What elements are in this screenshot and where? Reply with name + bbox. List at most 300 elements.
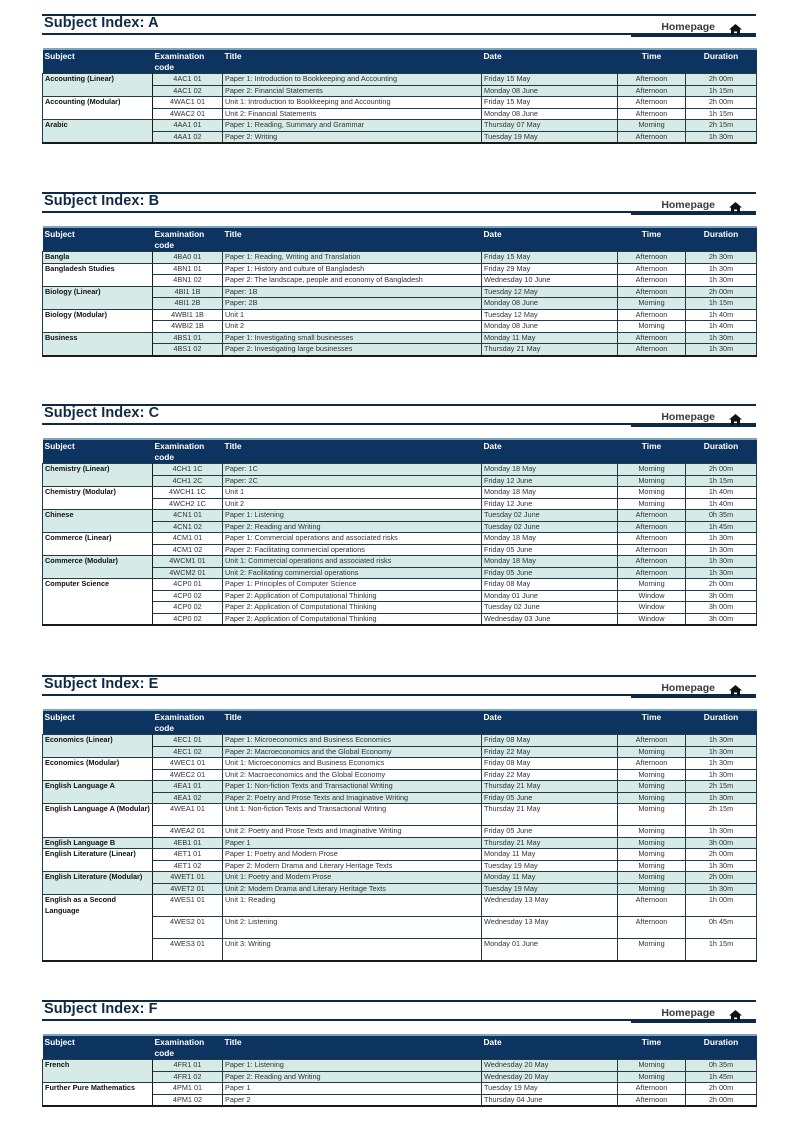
exam-time: Afternoon xyxy=(618,309,686,321)
paper-title: Paper: 2B xyxy=(223,298,482,310)
paper-title: Unit 2: Listening xyxy=(223,917,482,939)
subject-name: Arabic xyxy=(43,120,153,144)
exam-time: Morning xyxy=(618,464,686,476)
paper-title: Paper 2: Application of Computational Thinking xyxy=(223,590,482,602)
homepage-label[interactable]: Homepage xyxy=(661,411,715,423)
exam-code: 4CP0 02 xyxy=(153,590,223,602)
exam-time: Morning xyxy=(618,298,686,310)
exam-code: 4FR1 01 xyxy=(153,1060,223,1072)
exam-date: Monday 18 May xyxy=(482,556,618,568)
exam-time: Morning xyxy=(618,120,686,132)
exam-date: Tuesday 02 June xyxy=(482,510,618,522)
paper-title: Paper 1: Listening xyxy=(223,1060,482,1072)
table-row xyxy=(43,1083,757,1095)
exam-time: Morning xyxy=(618,883,686,895)
homepage-label[interactable]: Homepage xyxy=(661,682,715,694)
col-subject-header: Subject xyxy=(43,49,153,74)
table-row xyxy=(43,579,757,591)
exam-duration: 1h 30m xyxy=(686,344,757,356)
paper-title: Paper 2: Reading and Writing xyxy=(223,1071,482,1083)
exam-code: 4CN1 01 xyxy=(153,510,223,522)
exam-time: Afternoon xyxy=(618,917,686,939)
exam-time: Morning xyxy=(618,487,686,499)
exam-duration: 2h 15m xyxy=(686,120,757,132)
subject-name: English Literature (Linear) xyxy=(43,849,153,872)
exam-duration: 2h 00m xyxy=(686,849,757,861)
col-time-header: Time xyxy=(618,1035,686,1060)
col-exam-code-header: Examination code xyxy=(153,439,223,464)
exam-time: Afternoon xyxy=(618,85,686,97)
home-icon[interactable] xyxy=(729,22,742,33)
col-subject-header: Subject xyxy=(43,710,153,735)
col-exam-code-header: Examination code xyxy=(153,227,223,252)
paper-title: Unit 1 xyxy=(223,309,482,321)
paper-title: Paper 1 xyxy=(223,837,482,849)
exam-time: Morning xyxy=(618,498,686,510)
exam-code: 4CH1 2C xyxy=(153,475,223,487)
exam-code: 4WES2 01 xyxy=(153,917,223,939)
paper-title: Paper 1: Reading, Summary and Grammar xyxy=(223,120,482,132)
subject-name: Chemistry (Modular) xyxy=(43,487,153,510)
exam-duration: 0h 45m xyxy=(686,917,757,939)
section-header xyxy=(42,1000,756,1034)
subject-name: Accounting (Linear) xyxy=(43,74,153,97)
paper-title: Paper 1: Commercial operations and associated risks xyxy=(223,533,482,545)
homepage-underline xyxy=(631,35,756,37)
paper-title: Paper 2 xyxy=(223,1094,482,1106)
table-row xyxy=(43,872,757,884)
exam-time: Afternoon xyxy=(618,758,686,770)
subject-name: French xyxy=(43,1060,153,1083)
exam-date: Wednesday 20 May xyxy=(482,1060,618,1072)
section-header xyxy=(42,404,756,438)
exam-time: Window xyxy=(618,613,686,625)
exam-code: 4EC1 02 xyxy=(153,746,223,758)
exam-duration: 1h 15m xyxy=(686,475,757,487)
section-title: Subject Index: A xyxy=(44,15,159,31)
paper-title: Unit 2: Modern Drama and Literary Heritage Texts xyxy=(223,883,482,895)
exam-time: Afternoon xyxy=(618,97,686,109)
exam-code: 4AA1 01 xyxy=(153,120,223,132)
paper-title: Unit 1: Non-fiction Texts and Transactional Writing xyxy=(223,804,482,826)
subject-name: Computer Science xyxy=(43,579,153,626)
section-header xyxy=(42,675,756,709)
exam-duration: 2h 00m xyxy=(686,286,757,298)
homepage-link[interactable] xyxy=(661,411,742,423)
exam-time: Morning xyxy=(618,1071,686,1083)
homepage-underline xyxy=(631,696,756,698)
exam-time: Afternoon xyxy=(618,108,686,120)
exam-duration: 2h 15m xyxy=(686,781,757,793)
subject-name: Biology (Linear) xyxy=(43,286,153,309)
exam-duration: 1h 40m xyxy=(686,498,757,510)
exam-date: Monday 08 June xyxy=(482,108,618,120)
exam-date: Monday 11 May xyxy=(482,849,618,861)
subject-name: English Language A xyxy=(43,781,153,804)
exam-code: 4WEA1 01 xyxy=(153,804,223,826)
exam-date: Friday 15 May xyxy=(482,74,618,86)
exam-time: Afternoon xyxy=(618,344,686,356)
exam-duration: 1h 30m xyxy=(686,131,757,143)
col-time-header: Time xyxy=(618,49,686,74)
homepage-label[interactable]: Homepage xyxy=(661,199,715,211)
subject-name: Economics (Linear) xyxy=(43,735,153,758)
exam-date: Thursday 04 June xyxy=(482,1094,618,1106)
paper-title: Paper: 2C xyxy=(223,475,482,487)
table-row xyxy=(43,804,757,826)
paper-title: Paper 2: Financial Statements xyxy=(223,85,482,97)
exam-time: Morning xyxy=(618,746,686,758)
subject-name: Bangla xyxy=(43,252,153,264)
paper-title: Paper 2: Investigating large businesses xyxy=(223,344,482,356)
exam-duration: 1h 40m xyxy=(686,309,757,321)
exam-time: Afternoon xyxy=(618,252,686,264)
exam-timetable xyxy=(42,709,757,962)
exam-duration: 1h 45m xyxy=(686,1071,757,1083)
exam-time: Afternoon xyxy=(618,567,686,579)
exam-duration: 2h 00m xyxy=(686,74,757,86)
exam-code: 4ET1 02 xyxy=(153,860,223,872)
subject-name: Business xyxy=(43,332,153,356)
table-header-row xyxy=(43,227,757,252)
paper-title: Paper: 1C xyxy=(223,464,482,476)
exam-date: Friday 22 May xyxy=(482,769,618,781)
exam-duration: 1h 30m xyxy=(686,826,757,838)
section-title: Subject Index: B xyxy=(44,193,160,209)
exam-time: Afternoon xyxy=(618,332,686,344)
home-icon[interactable] xyxy=(729,200,742,211)
table-row xyxy=(43,533,757,545)
paper-title: Paper 2: Facilitating commercial operations xyxy=(223,544,482,556)
table-row xyxy=(43,464,757,476)
exam-date: Monday 08 June xyxy=(482,321,618,333)
exam-date: Friday 12 June xyxy=(482,498,618,510)
exam-time: Morning xyxy=(618,475,686,487)
table-row xyxy=(43,1060,757,1072)
col-exam-code-header: Examination code xyxy=(153,710,223,735)
paper-title: Paper 2: The landscape, people and economy of Bangladesh xyxy=(223,275,482,287)
exam-code: 4BI1 1B xyxy=(153,286,223,298)
section-title: Subject Index: F xyxy=(44,1001,158,1017)
table-row xyxy=(43,895,757,917)
exam-duration: 1h 30m xyxy=(686,758,757,770)
col-date-header: Date xyxy=(482,439,618,464)
paper-title: Unit 1: Reading xyxy=(223,895,482,917)
exam-duration: 1h 40m xyxy=(686,321,757,333)
exam-code: 4AA1 02 xyxy=(153,131,223,143)
exam-duration: 1h 30m xyxy=(686,735,757,747)
exam-date: Monday 01 June xyxy=(482,939,618,962)
exam-date: Thursday 07 May xyxy=(482,120,618,132)
exam-date: Friday 08 May xyxy=(482,758,618,770)
exam-duration: 1h 15m xyxy=(686,939,757,962)
exam-duration: 2h 00m xyxy=(686,1094,757,1106)
col-time-header: Time xyxy=(618,227,686,252)
exam-code: 4BN1 01 xyxy=(153,263,223,275)
exam-date: Friday 05 June xyxy=(482,544,618,556)
col-duration-header: Duration xyxy=(686,710,757,735)
exam-code: 4WAC1 01 xyxy=(153,97,223,109)
col-title-header: Title xyxy=(223,227,482,252)
paper-title: Paper 1: Principles of Computer Science xyxy=(223,579,482,591)
exam-code: 4CM1 01 xyxy=(153,533,223,545)
exam-time: Window xyxy=(618,590,686,602)
exam-code: 4AC1 01 xyxy=(153,74,223,86)
col-time-header: Time xyxy=(618,439,686,464)
exam-time: Morning xyxy=(618,837,686,849)
table-row xyxy=(43,758,757,770)
paper-title: Paper 2: Macroeconomics and the Global Economy xyxy=(223,746,482,758)
exam-code: 4WBI2 1B xyxy=(153,321,223,333)
exam-date: Tuesday 12 May xyxy=(482,309,618,321)
subject-name: English Language B xyxy=(43,837,153,849)
home-icon[interactable] xyxy=(729,412,742,423)
exam-date: Friday 05 June xyxy=(482,567,618,579)
exam-date: Monday 11 May xyxy=(482,332,618,344)
exam-date: Thursday 21 May xyxy=(482,837,618,849)
col-exam-code-header: Examination code xyxy=(153,1035,223,1060)
exam-duration: 1h 30m xyxy=(686,860,757,872)
exam-date: Monday 18 May xyxy=(482,533,618,545)
paper-title: Unit 2: Facilitating commercial operations xyxy=(223,567,482,579)
exam-duration: 1h 30m xyxy=(686,792,757,804)
exam-time: Morning xyxy=(618,860,686,872)
exam-date: Thursday 21 May xyxy=(482,804,618,826)
subject-name: Accounting (Modular) xyxy=(43,97,153,120)
paper-title: Paper 1: Reading, Writing and Translation xyxy=(223,252,482,264)
col-date-header: Date xyxy=(482,1035,618,1060)
table-row xyxy=(43,120,757,132)
exam-date: Tuesday 02 June xyxy=(482,521,618,533)
paper-title: Unit 1 xyxy=(223,487,482,499)
exam-date: Monday 18 May xyxy=(482,487,618,499)
exam-time: Morning xyxy=(618,939,686,962)
exam-date: Tuesday 19 May xyxy=(482,1083,618,1095)
table-row xyxy=(43,487,757,499)
homepage-underline xyxy=(631,1021,756,1023)
paper-title: Paper 1: Poetry and Modern Prose xyxy=(223,849,482,861)
table-row xyxy=(43,849,757,861)
paper-title: Paper 1: Listening xyxy=(223,510,482,522)
subject-index-section xyxy=(42,1000,756,1107)
exam-duration: 1h 30m xyxy=(686,769,757,781)
exam-duration: 2h 00m xyxy=(686,464,757,476)
paper-title: Unit 2 xyxy=(223,498,482,510)
subject-name: Commerce (Modular) xyxy=(43,556,153,579)
exam-code: 4CP0 01 xyxy=(153,579,223,591)
exam-date: Friday 22 May xyxy=(482,746,618,758)
paper-title: Paper 1: Microeconomics and Business Economics xyxy=(223,735,482,747)
exam-time: Morning xyxy=(618,792,686,804)
table-header-row xyxy=(43,439,757,464)
exam-timetable xyxy=(42,48,757,144)
exam-date: Friday 05 June xyxy=(482,826,618,838)
table-row xyxy=(43,556,757,568)
exam-time: Afternoon xyxy=(618,1083,686,1095)
exam-code: 4CM1 02 xyxy=(153,544,223,556)
table-row xyxy=(43,263,757,275)
exam-time: Afternoon xyxy=(618,286,686,298)
paper-title: Unit 2 xyxy=(223,321,482,333)
subject-name: English as a Second Language xyxy=(43,895,153,962)
exam-date: Wednesday 03 June xyxy=(482,613,618,625)
exam-date: Friday 05 June xyxy=(482,792,618,804)
exam-time: Morning xyxy=(618,804,686,826)
exam-duration: 1h 30m xyxy=(686,746,757,758)
homepage-underline xyxy=(631,213,756,215)
paper-title: Paper 2: Application of Computational Thinking xyxy=(223,613,482,625)
exam-code: 4BN1 02 xyxy=(153,275,223,287)
paper-title: Unit 1: Commercial operations and associated risks xyxy=(223,556,482,568)
paper-title: Paper 2: Modern Drama and Literary Heritage Texts xyxy=(223,860,482,872)
paper-title: Paper 1: Investigating small businesses xyxy=(223,332,482,344)
exam-code: 4CN1 02 xyxy=(153,521,223,533)
exam-duration: 1h 00m xyxy=(686,895,757,917)
exam-duration: 0h 35m xyxy=(686,1060,757,1072)
exam-code: 4WCH2 1C xyxy=(153,498,223,510)
exam-time: Morning xyxy=(618,872,686,884)
subject-name: Chinese xyxy=(43,510,153,533)
exam-time: Morning xyxy=(618,826,686,838)
exam-timetable xyxy=(42,226,757,357)
exam-duration: 2h 00m xyxy=(686,872,757,884)
home-icon[interactable] xyxy=(729,683,742,694)
homepage-link[interactable] xyxy=(661,1007,742,1019)
exam-code: 4EA1 02 xyxy=(153,792,223,804)
exam-duration: 1h 15m xyxy=(686,85,757,97)
paper-title: Paper 1 xyxy=(223,1083,482,1095)
exam-duration: 2h 00m xyxy=(686,97,757,109)
section-title: Subject Index: E xyxy=(44,676,159,692)
exam-duration: 1h 15m xyxy=(686,298,757,310)
exam-duration: 2h 00m xyxy=(686,1083,757,1095)
exam-code: 4AC1 02 xyxy=(153,85,223,97)
exam-duration: 2h 00m xyxy=(686,579,757,591)
exam-date: Thursday 21 May xyxy=(482,344,618,356)
exam-duration: 3h 00m xyxy=(686,590,757,602)
subject-name: Biology (Modular) xyxy=(43,309,153,332)
exam-code: 4WET1 01 xyxy=(153,872,223,884)
homepage-label[interactable]: Homepage xyxy=(661,21,715,33)
paper-title: Unit 2: Macroeconomics and the Global Economy xyxy=(223,769,482,781)
exam-time: Morning xyxy=(618,781,686,793)
exam-time: Afternoon xyxy=(618,533,686,545)
exam-code: 4ET1 01 xyxy=(153,849,223,861)
table-row xyxy=(43,735,757,747)
exam-time: Morning xyxy=(618,849,686,861)
exam-date: Tuesday 19 May xyxy=(482,860,618,872)
exam-duration: 1h 30m xyxy=(686,533,757,545)
home-icon[interactable] xyxy=(729,1008,742,1019)
exam-date: Tuesday 19 May xyxy=(482,883,618,895)
exam-code: 4WEC2 01 xyxy=(153,769,223,781)
homepage-label[interactable]: Homepage xyxy=(661,1007,715,1019)
exam-code: 4CP0 02 xyxy=(153,602,223,614)
exam-duration: 0h 35m xyxy=(686,510,757,522)
paper-title: Paper 1: Introduction to Bookkeeping and Accounting xyxy=(223,74,482,86)
exam-time: Afternoon xyxy=(618,131,686,143)
exam-date: Thursday 21 May xyxy=(482,781,618,793)
exam-time: Afternoon xyxy=(618,895,686,917)
paper-title: Unit 2: Poetry and Prose Texts and Imaginative Writing xyxy=(223,826,482,838)
subject-name: Further Pure Mathematics xyxy=(43,1083,153,1107)
col-duration-header: Duration xyxy=(686,439,757,464)
homepage-underline xyxy=(631,425,756,427)
paper-title: Paper 2: Reading and Writing xyxy=(223,521,482,533)
table-row xyxy=(43,837,757,849)
homepage-link[interactable] xyxy=(661,682,742,694)
col-time-header: Time xyxy=(618,710,686,735)
exam-duration: 1h 30m xyxy=(686,263,757,275)
exam-duration: 1h 30m xyxy=(686,883,757,895)
col-duration-header: Duration xyxy=(686,1035,757,1060)
exam-duration: 2h 15m xyxy=(686,804,757,826)
exam-duration: 1h 40m xyxy=(686,487,757,499)
table-header-row xyxy=(43,49,757,74)
exam-time: Afternoon xyxy=(618,275,686,287)
exam-time: Window xyxy=(618,602,686,614)
exam-time: Morning xyxy=(618,321,686,333)
exam-time: Morning xyxy=(618,769,686,781)
subject-index-section xyxy=(42,192,756,357)
exam-code: 4CH1 1C xyxy=(153,464,223,476)
exam-date: Tuesday 12 May xyxy=(482,286,618,298)
exam-code: 4PM1 01 xyxy=(153,1083,223,1095)
subject-index-section xyxy=(42,675,756,962)
exam-code: 4BA0 01 xyxy=(153,252,223,264)
exam-code: 4WCH1 1C xyxy=(153,487,223,499)
table-row xyxy=(43,252,757,264)
exam-code: 4WCM1 01 xyxy=(153,556,223,568)
table-row xyxy=(43,97,757,109)
exam-time: Afternoon xyxy=(618,74,686,86)
section-title: Subject Index: C xyxy=(44,405,160,421)
exam-date: Friday 08 May xyxy=(482,735,618,747)
paper-title: Paper 2: Writing xyxy=(223,131,482,143)
exam-duration: 1h 45m xyxy=(686,521,757,533)
col-date-header: Date xyxy=(482,710,618,735)
exam-duration: 1h 30m xyxy=(686,556,757,568)
paper-title: Unit 2: Financial Statements xyxy=(223,108,482,120)
exam-date: Friday 29 May xyxy=(482,263,618,275)
exam-code: 4EB1 01 xyxy=(153,837,223,849)
exam-duration: 2h 30m xyxy=(686,252,757,264)
exam-code: 4WET2 01 xyxy=(153,883,223,895)
exam-code: 4WCM2 01 xyxy=(153,567,223,579)
exam-duration: 1h 15m xyxy=(686,108,757,120)
exam-time: Afternoon xyxy=(618,263,686,275)
col-title-header: Title xyxy=(223,439,482,464)
col-subject-header: Subject xyxy=(43,227,153,252)
exam-code: 4WAC2 01 xyxy=(153,108,223,120)
subject-name: English Literature (Modular) xyxy=(43,872,153,895)
homepage-link[interactable] xyxy=(661,21,742,33)
paper-title: Unit 3: Writing xyxy=(223,939,482,962)
exam-code: 4BS1 01 xyxy=(153,332,223,344)
exam-code: 4EC1 01 xyxy=(153,735,223,747)
homepage-link[interactable] xyxy=(661,199,742,211)
exam-duration: 3h 00m xyxy=(686,602,757,614)
exam-duration: 3h 00m xyxy=(686,613,757,625)
exam-date: Wednesday 20 May xyxy=(482,1071,618,1083)
col-exam-code-header: Examination code xyxy=(153,49,223,74)
exam-time: Morning xyxy=(618,579,686,591)
col-subject-header: Subject xyxy=(43,1035,153,1060)
exam-code: 4FR1 02 xyxy=(153,1071,223,1083)
section-header xyxy=(42,14,756,48)
col-title-header: Title xyxy=(223,710,482,735)
exam-date: Wednesday 10 June xyxy=(482,275,618,287)
